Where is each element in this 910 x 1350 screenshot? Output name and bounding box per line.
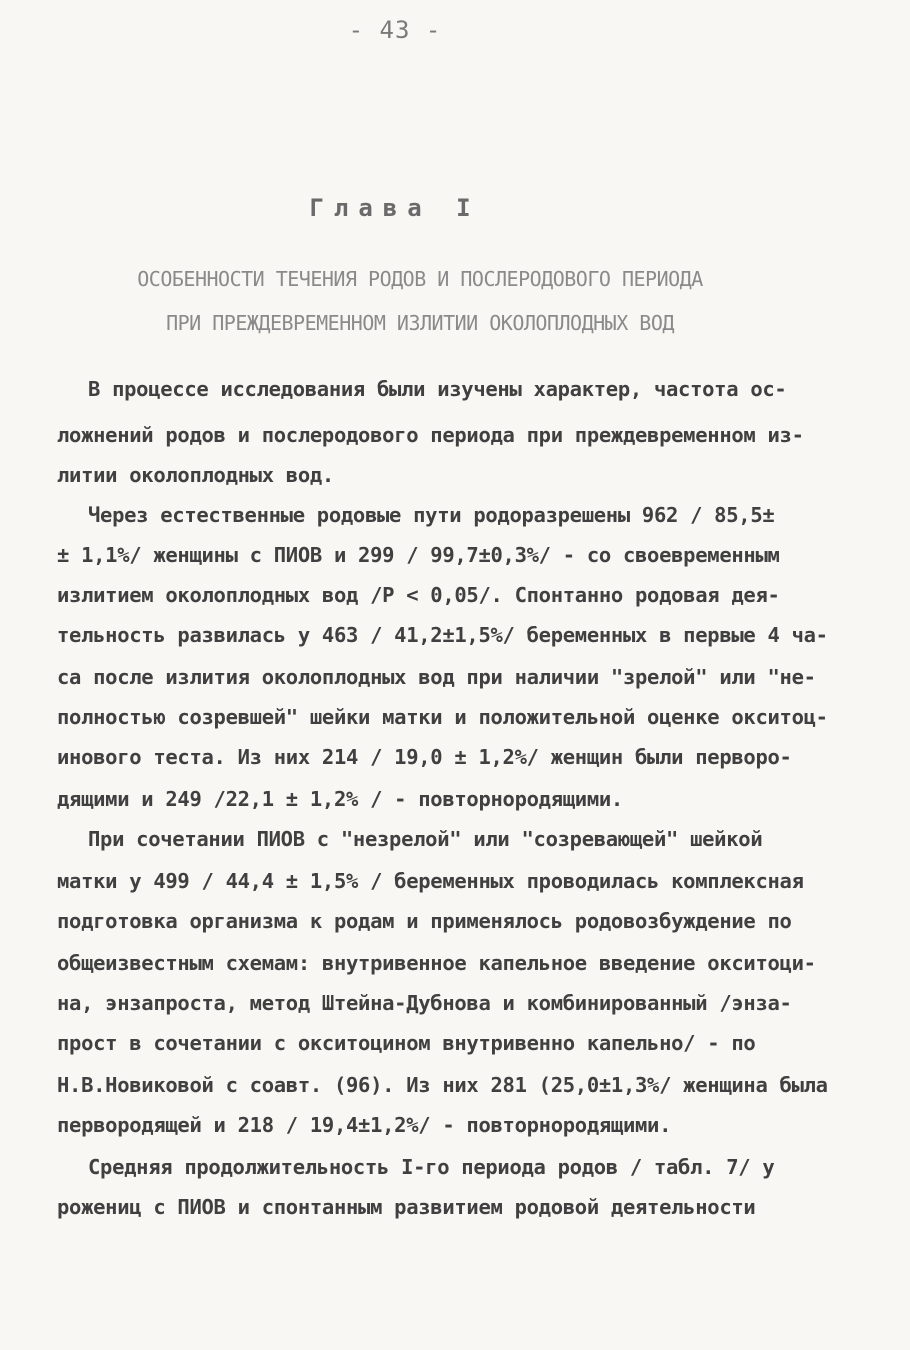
body-line-17: прост в сочетании с окситоцином внутривенно капельно/ - по	[57, 1031, 756, 1055]
body-line-20: Средняя продолжительность I-го периода родов / табл. 7/ у	[88, 1155, 775, 1179]
body-line-8: са после излития околоплодных вод при наличии "зрелой" или "не-	[57, 665, 816, 689]
body-line-1: В процессе исследования были изучены характер, частота ос-	[88, 377, 787, 401]
body-line-5: ± 1,1%/ женщины с ПИОВ и 299 / 99,7±0,3%/ - со своевременным	[57, 543, 780, 567]
body-line-10: инового теста. Из них 214 / 19,0 ± 1,2%/ женщин были перворо-	[57, 745, 792, 769]
body-line-16: на, энзапроста, метод Штейна-Дубнова и комбинированный /энза-	[57, 991, 792, 1015]
body-line-4: Через естественные родовые пути родоразрешены 962 / 85,5±	[88, 503, 775, 527]
body-line-18: Н.В.Новиковой с соавт. (96). Из них 281 (25,0±1,3%/ женщина была	[57, 1073, 828, 1097]
body-line-13: матки у 499 / 44,4 ± 1,5% / беременных проводилась комплексная	[57, 869, 804, 893]
chapter-title-line-1: ОСОБЕННОСТИ ТЕЧЕНИЯ РОДОВ И ПОСЛЕРОДОВОГО ПЕРИОДА	[137, 267, 703, 291]
chapter-title-line-2: ПРИ ПРЕЖДЕВРЕМЕННОМ ИЗЛИТИИ ОКОЛОПЛОДНЫХ ВОД	[166, 311, 674, 335]
page-number: - 43 -	[348, 16, 442, 44]
body-line-3: литии околоплодных вод.	[57, 463, 334, 487]
chapter-heading: Глава I	[309, 194, 481, 222]
body-line-15: общеизвестным схемам: внутривенное капельное введение окситоци-	[57, 951, 816, 975]
body-line-19: первородящей и 218 / 19,4±1,2%/ - повторнородящими.	[57, 1113, 672, 1137]
body-line-6: излитием околоплодных вод /Р < 0,05/. Спонтанно родовая дея-	[57, 583, 780, 607]
body-line-11: дящими и 249 /22,1 ± 1,2% / - повторнородящими.	[57, 787, 623, 811]
body-line-9: полностью созревшей" шейки матки и положительной оценке окситоц-	[57, 705, 828, 729]
body-line-7: тельность развилась у 463 / 41,2±1,5%/ беременных в первые 4 ча-	[57, 623, 828, 647]
body-line-21: рожениц с ПИОВ и спонтанным развитием родовой деятельности	[57, 1195, 756, 1219]
body-line-14: подготовка организма к родам и применялось родовозбуждение по	[57, 909, 792, 933]
body-line-12: При сочетании ПИОВ с "незрелой" или "созревающей" шейкой	[88, 827, 763, 851]
body-line-2: ложнений родов и послеродового периода при преждевременном из-	[57, 423, 804, 447]
